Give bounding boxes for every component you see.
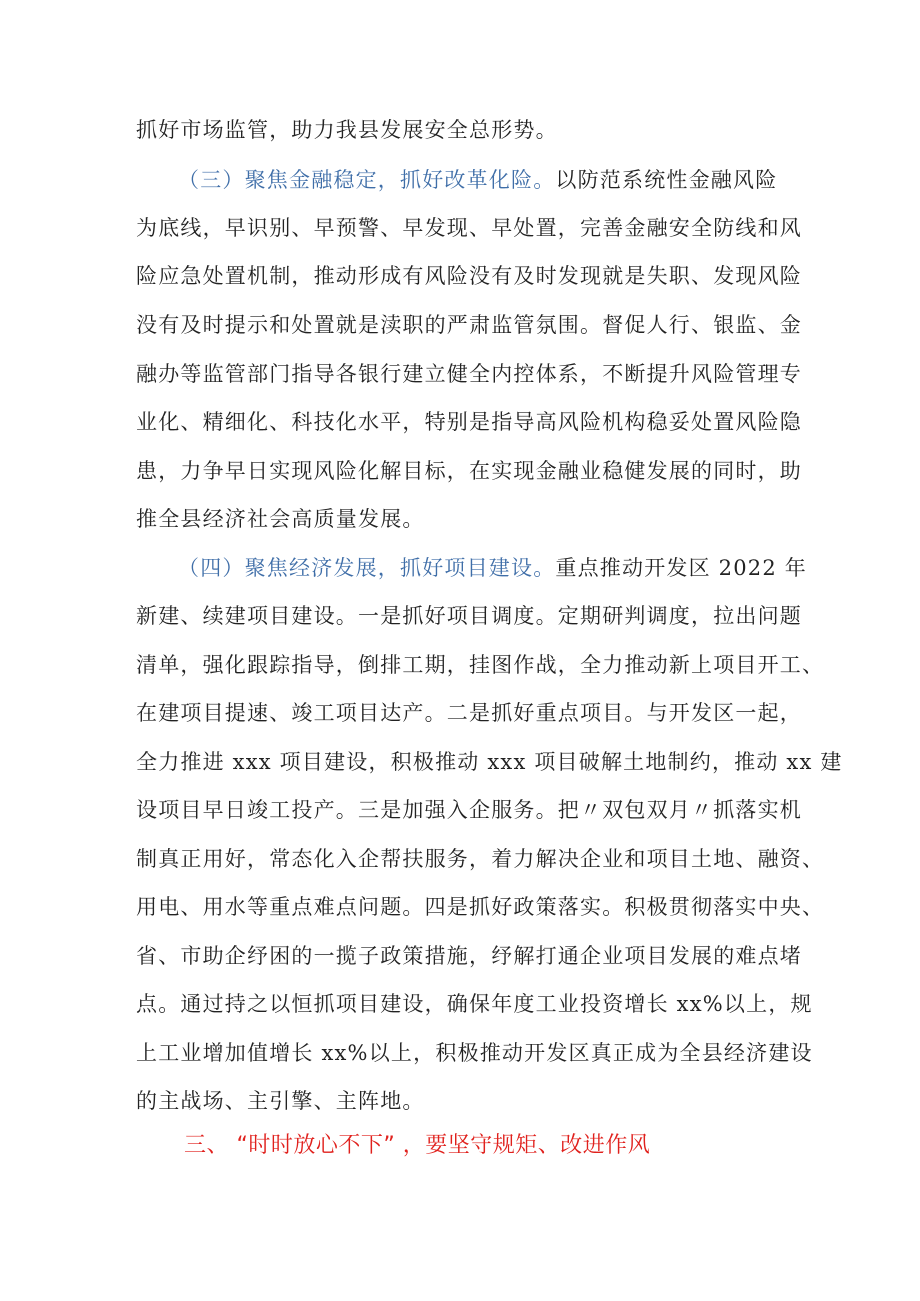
paragraph-line: 没有及时提示和处置就是渎职的严肃监管氛围。督促人行、银监、金 xyxy=(136,313,802,337)
section-heading-3 xyxy=(184,1122,650,1170)
paragraph-line: 省、市助企纾困的一揽子政策措施，纾解打通企业项目发展的难点堵 xyxy=(136,944,802,968)
section-4-title: （四）聚焦经济发展，抓好项目建设。 xyxy=(178,556,556,580)
paragraph-line: 点。通过持之以恒抓项目建设，确保年度工业投资增长 xx%以上，规 xyxy=(136,992,813,1016)
paragraph-line: 抓好市场监管，助力我县发展安全总形势。 xyxy=(136,118,558,142)
paragraph-line: 的主战场、主引擎、主阵地。 xyxy=(136,1089,425,1113)
section-3-first-line xyxy=(178,156,796,204)
paragraph-line: 全力推进 xxx 项目建设，积极推动 xxx 项目破解土地制约，推动 xx 建 xyxy=(136,750,843,774)
section-4-first-line xyxy=(178,544,807,592)
paragraph-line: 上工业增加值增长 xx%以上，积极推动开发区真正成为全县经济建设 xyxy=(136,1041,813,1065)
section-3-title: （三）聚焦金融稳定，抓好改革化险。 xyxy=(178,168,556,192)
paragraph-line: 设项目早日竣工投产。三是加强入企服务。把〃双包双月〃抓落实机 xyxy=(136,798,802,822)
paragraph-line: 清单，强化跟踪指导，倒排工期，挂图作战，全力推动新上项目开工、 xyxy=(136,653,825,677)
paragraph-line: 融办等监管部门指导各银行建立健全内控体系，不断提升风险管理专 xyxy=(136,362,802,386)
section-4-text: 重点推动开发区 2022 年 xyxy=(555,556,807,580)
paragraph-line: 新建、续建项目建设。一是抓好项目调度。定期研判调度，拉出问题 xyxy=(136,604,802,628)
paragraph-line: 制真正用好，常态化入企帮扶服务，着力解决企业和项目土地、融资、 xyxy=(136,847,825,871)
paragraph-line: 推全县经济社会高质量发展。 xyxy=(136,507,425,531)
heading-text: 三、 “时时放心不下” ，要坚守规矩、改进作风 xyxy=(184,1133,651,1158)
paragraph-line: 用电、用水等重点难点问题。四是抓好政策落实。积极贯彻落实中央、 xyxy=(136,895,825,919)
section-3-text: 以防范系统性金融风险 xyxy=(555,168,778,192)
paragraph-line: 在建项目提速、竣工项目达产。二是抓好重点项目。与开发区一起， xyxy=(136,701,802,725)
paragraph-line: 患，力争早日实现风险化解目标，在实现金融业稳健发展的同时，助 xyxy=(136,459,802,483)
paragraph-line: 险应急处置机制，推动形成有风险没有及时发现就是失职、发现风险 xyxy=(136,264,802,288)
paragraph-line: 为底线，早识别、早预警、早发现、早处置，完善金融安全防线和风 xyxy=(136,216,802,240)
paragraph-line: 业化、精细化、科技化水平，特别是指导高风险机构稳妥处置风险隐 xyxy=(136,410,802,434)
